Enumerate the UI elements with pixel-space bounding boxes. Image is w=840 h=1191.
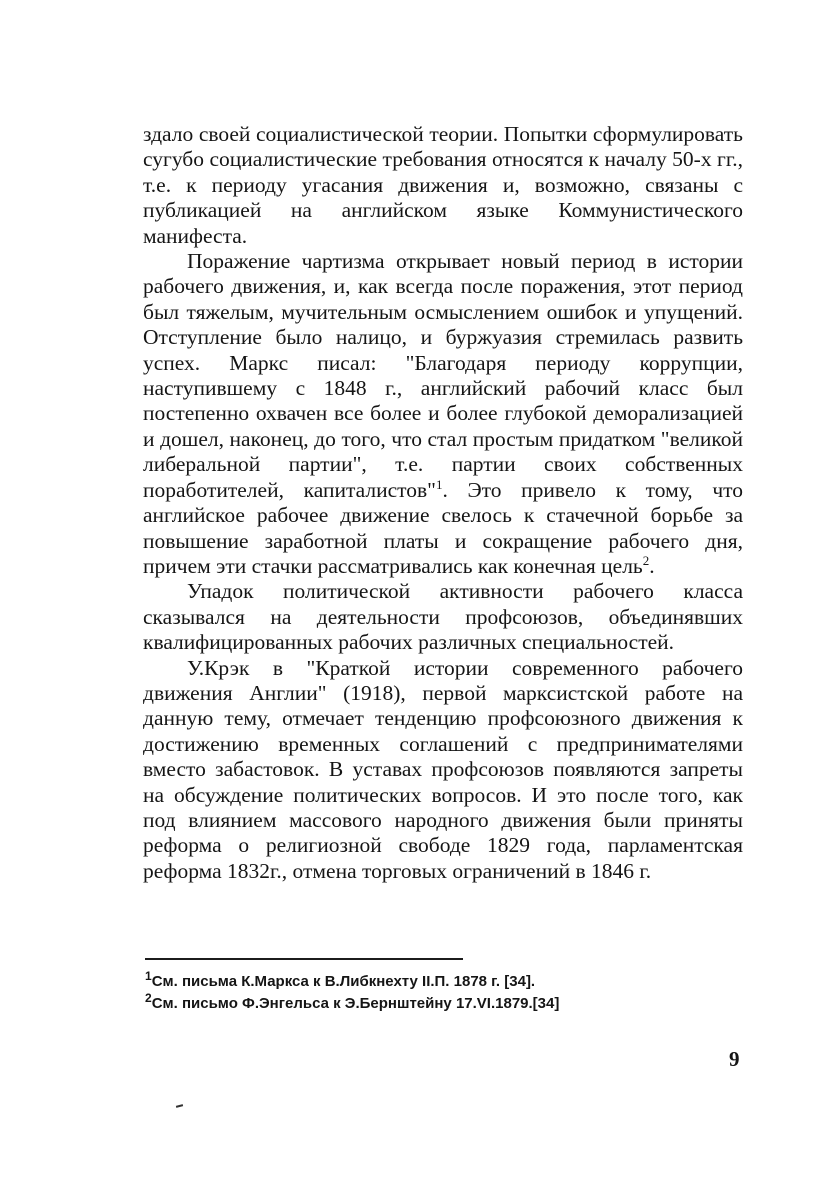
footnote-ref-1: 1 (435, 476, 443, 492)
footnote-2 (145, 993, 705, 1015)
footnote-separator (145, 958, 463, 960)
footnote-text: См. письмо Ф.Энгельса к Э.Бернштейну 17.VI.1879.[34] (151, 995, 560, 1012)
paragraph-decline: Упадок политической активности рабочего класса сказывался на деятельности профсоюзов, объединявших квалифицированных рабочих различных специальностей. (143, 579, 743, 655)
scan-speck (176, 1104, 183, 1108)
footnotes (145, 971, 705, 1015)
footnote-ref-2: 2 (642, 552, 650, 568)
footnote-1 (145, 971, 705, 993)
paragraph-continuation: здало своей социалистической теории. Попытки сформулировать сугубо социалистические требования относятся к началу 50-х гг., т.е. к периоду угасания движения и, возможно, связаны с публикацией на английском языке Коммунистического манифеста. (143, 122, 743, 248)
paragraph-crook: У.Крэк в "Краткой истории современного рабочего движения Англии" (1918), первой марксистской работе на данную тему, отмечает тенденцию профсоюзного движения к достижению временных соглашений с предпринимателями вместо забастовок. В уставах профсоюзов появляются запреты на обсуждение политических вопросов. И это после того, как под влиянием массового народного движения были приняты реформа о религиозной свободе 1829 года, парламентская реформа 1832г., отмена торговых ограничений в 1846 г. (143, 655, 743, 883)
footnote-marker: 1 (145, 969, 152, 983)
footnote-marker: 2 (145, 991, 152, 1005)
page-number: 9 (729, 1047, 740, 1071)
paragraph-chartism-text-b: . Это привело к тому, что английское рабочее движение свелось к стачечной борьбе за повышение заработной платы и сокращение рабочего дня, причем эти стачки рассматривались как конечная цель (143, 477, 743, 578)
paragraph-chartism-text-a: Поражение чартизма открывает новый период в истории рабочего движения, и, как всегда после поражения, этот период был тяжелым, мучительным осмыслением ошибок и упущений. Отступление было налицо, и буржуазия стремилась развить успех. Маркс писал: "Благодаря периоду коррупции, наступившему с 1848 г., английский рабочий класс был постепенно охвачен все более и более глубокой деморализацией и дошел, наконец, до того, что стал простым придатком "великой либеральной партии", т.е. партии своих собственных поработителей, капиталистов" (143, 249, 743, 502)
footnote-text: См. письма К.Маркса к В.Либкнехту II.П. 1878 г. [34]. (151, 973, 536, 990)
main-text (143, 122, 743, 884)
paragraph-chartism-text-end: . (649, 553, 655, 578)
paragraph-chartism (143, 249, 743, 579)
